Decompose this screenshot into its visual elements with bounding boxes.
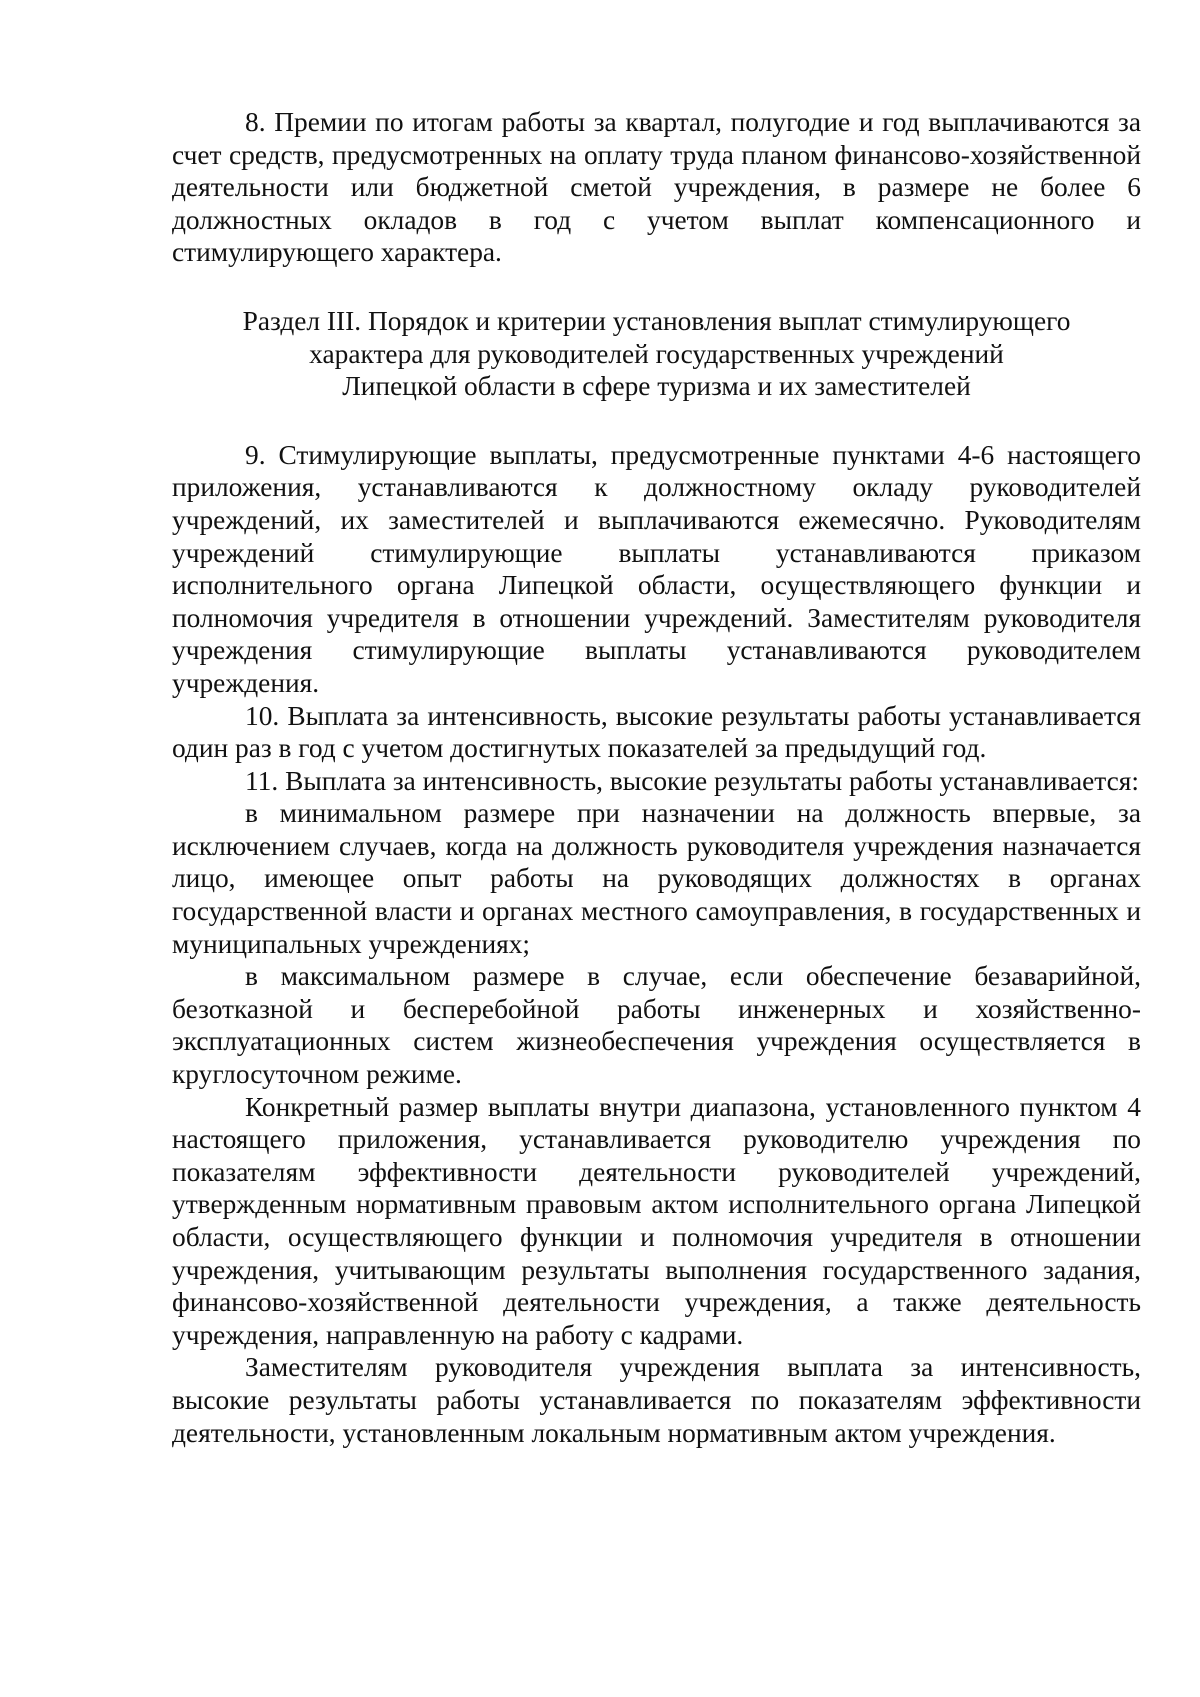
paragraph-deputies: Заместителям руководителя учреждения выплата за интенсивность, высокие результаты работы устанавливается по показателям эффективности деятельности, установленным локальным нормативным актом учреждения. [172, 1352, 1141, 1448]
paragraph-8: 8. Премии по итогам работы за квартал, полугодие и год выплачиваются за счет средств, предусмотренных на оплату труда планом финансово-хозяйственной деятельности или бюджетной сметой учреждения, в размере не более 6 должностных окладов в год с учетом выплат компенсационного и стимулирующего характера. [172, 107, 1141, 268]
paragraph-11-minimum: в минимальном размере при назначении на должность впервые, за исключением случаев, когда на должность руководителя учреждения назначается лицо, имеющее опыт работы на руководящих должностях в органах государственной власти и органах местного самоуправления, в государственных и муниципальных учреждениях; [172, 798, 1141, 959]
section-heading-line-3: Липецкой области в сфере туризма и их заместителей [342, 371, 971, 402]
paragraph-11: 11. Выплата за интенсивность, высокие результаты работы устанавливается: [245, 765, 1139, 796]
paragraph-9: 9. Стимулирующие выплаты, предусмотренные пунктами 4-6 настоящего приложения, устанавливаются к должностному окладу руководителей учреждений, их заместителей и выплачиваются ежемесячно. Руководителям учреждений стимулирующие выплаты устанавливаются приказом исполнительного органа Липецкой области, осуществляющего функции и полномочия учредителя в отношении учреждений. Заместителям руководителя учреждения стимулирующие выплаты устанавливаются руководителем учреждения. [172, 439, 1141, 698]
section-heading-text [172, 305, 1141, 403]
section-heading [172, 305, 1141, 403]
document-body [172, 106, 1141, 1449]
paragraph-11-maximum: в максимальном размере в случае, если обеспечение безаварийной, безотказной и бесперебойной работы инженерных и хозяйственно-эксплуатационных систем жизнеобеспечения учреждения осуществляется в круглосуточном режиме. [172, 961, 1141, 1090]
paragraph-specific-amount: Конкретный размер выплаты внутри диапазона, установленного пунктом 4 настоящего приложения, устанавливается руководителю учреждения по показателям эффективности деятельности руководителей учреждений, утвержденным нормативным правовым актом исполнительного органа Липецкой области, осуществляющего функции и полномочия учредителя в отношении учреждения, учитывающим результаты выполнения государственного задания, финансово-хозяйственной деятельности учреждения, а также деятельность учреждения, направленную на работу с кадрами. [172, 1091, 1141, 1350]
paragraph-10: 10. Выплата за интенсивность, высокие результаты работы устанавливается один раз в год с учетом достигнутых показателей за предыдущий год. [172, 700, 1141, 764]
section-heading-line-2: характера для руководителей государственных учреждений [309, 338, 1004, 369]
section-heading-line-1: Раздел III. Порядок и критерии установления выплат стимулирующего [242, 305, 1071, 336]
